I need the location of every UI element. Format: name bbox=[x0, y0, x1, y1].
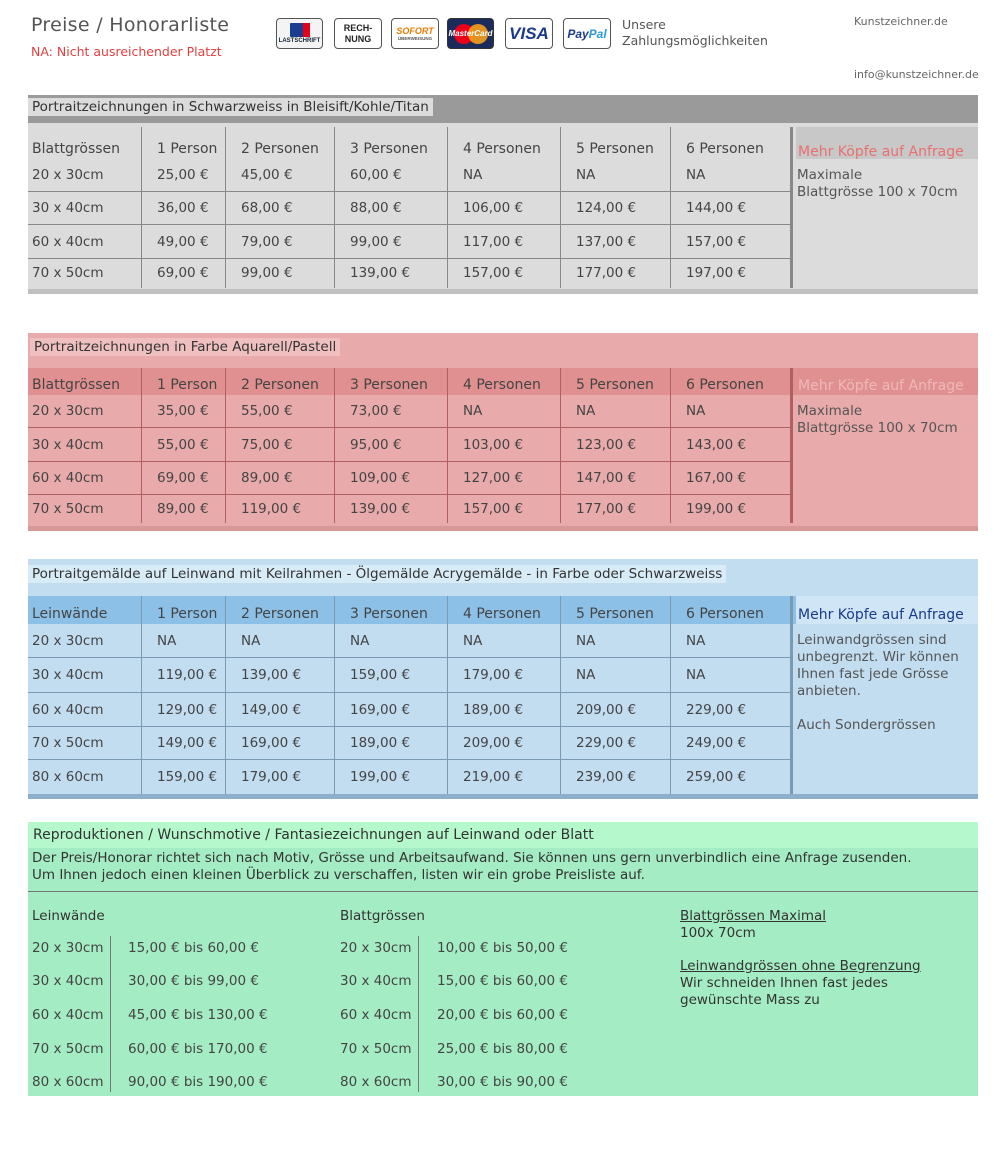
size-cell: 70 x 50cm bbox=[32, 500, 104, 517]
price-cell: 177,00 € bbox=[576, 265, 637, 281]
more-heads-label: Mehr Köpfe auf Anfrage bbox=[798, 144, 964, 160]
repro-canvas-divider bbox=[110, 936, 111, 1092]
repro-sheet-size: 80 x 60cm bbox=[340, 1074, 412, 1090]
rechnung-label-1: RECH- bbox=[343, 22, 373, 33]
size-cell: 30 x 40cm bbox=[32, 200, 104, 216]
repro-canvas-unl-head: Leinwandgrössen ohne Begrenzung bbox=[680, 958, 921, 974]
size-cell: 70 x 50cm bbox=[32, 735, 104, 751]
price-cell: 157,00 € bbox=[686, 233, 747, 250]
mastercard-logo bbox=[447, 18, 494, 49]
column-header: 2 Personen bbox=[241, 141, 319, 157]
price-cell: 127,00 € bbox=[463, 470, 524, 486]
repro-sheet-size: 20 x 30cm bbox=[340, 940, 412, 956]
price-cell: 55,00 € bbox=[241, 403, 293, 419]
price-cell: 149,00 € bbox=[157, 735, 218, 751]
column-header: 6 Personen bbox=[686, 141, 764, 157]
ec-lastschrift-logo bbox=[276, 18, 323, 49]
price-cell: 68,00 € bbox=[241, 200, 293, 216]
price-cell: NA bbox=[686, 632, 706, 649]
repro-divider bbox=[28, 891, 978, 892]
price-cell: 60,00 € bbox=[350, 167, 402, 183]
size-cell: 60 x 40cm bbox=[32, 470, 104, 486]
more-heads-label: Mehr Köpfe auf Anfrage bbox=[798, 378, 964, 394]
price-cell: 129,00 € bbox=[157, 701, 218, 718]
repro-canvas-unl-text-1: Wir schneiden Ihnen fast jedes bbox=[680, 975, 888, 991]
price-cell: 89,00 € bbox=[241, 470, 293, 486]
price-cell: 147,00 € bbox=[576, 470, 637, 486]
repro-canvas-price: 30,00 € bis 99,00 € bbox=[128, 973, 259, 989]
price-cell: 169,00 € bbox=[350, 701, 411, 718]
price-cell: 88,00 € bbox=[350, 200, 402, 216]
column-divider bbox=[225, 368, 226, 523]
table-row bbox=[28, 259, 790, 288]
column-divider bbox=[225, 596, 226, 794]
price-cell: 159,00 € bbox=[157, 768, 218, 785]
column-header: 2 Personen bbox=[241, 377, 319, 393]
paypal-logo bbox=[563, 18, 611, 49]
column-header: 1 Person bbox=[157, 377, 218, 393]
price-cell: 25,00 € bbox=[157, 167, 209, 183]
section-title: Portraitgemälde auf Leinwand mit Keilrahmen - Ölgemälde Acrygemälde - in Farbe oder Schwarzweiss bbox=[28, 565, 726, 583]
repro-sheet-head: Blattgrössen bbox=[340, 908, 425, 924]
repro-sheet-size: 30 x 40cm bbox=[340, 973, 412, 989]
paypal-label-1: Pay bbox=[567, 26, 589, 41]
max-size-note: Maximale Blattgrösse 100 x 70cm bbox=[797, 167, 958, 200]
price-cell: 139,00 € bbox=[241, 667, 302, 683]
size-cell: 60 x 40cm bbox=[32, 233, 104, 250]
repro-sheet-price: 30,00 € bis 90,00 € bbox=[437, 1074, 568, 1090]
price-cell: 177,00 € bbox=[576, 500, 637, 517]
more-heads-label: Mehr Köpfe auf Anfrage bbox=[798, 607, 964, 623]
column-header: 4 Personen bbox=[463, 141, 541, 157]
site-name[interactable]: Kunstzeichner.de bbox=[854, 15, 948, 28]
section-bottom-bar bbox=[28, 526, 978, 531]
price-cell: 179,00 € bbox=[241, 768, 302, 785]
column-divider bbox=[447, 596, 448, 794]
price-cell: 124,00 € bbox=[576, 200, 637, 216]
payment-options-text: Unsere Zahlungsmöglichkeiten bbox=[622, 17, 768, 48]
price-cell: 106,00 € bbox=[463, 200, 524, 216]
price-cell: NA bbox=[241, 632, 261, 649]
price-cell: 95,00 € bbox=[350, 436, 402, 453]
price-cell: 189,00 € bbox=[350, 735, 411, 751]
price-cell: 143,00 € bbox=[686, 436, 747, 453]
repro-canvas-price: 60,00 € bis 170,00 € bbox=[128, 1041, 268, 1057]
size-cell: 30 x 40cm bbox=[32, 667, 104, 683]
table-row bbox=[28, 428, 790, 462]
price-cell: 209,00 € bbox=[463, 735, 524, 751]
repro-canvas-unl-text-2: gewünschte Mass zu bbox=[680, 992, 820, 1008]
repro-max-text: 100x 70cm bbox=[680, 925, 756, 941]
column-divider bbox=[447, 127, 448, 288]
column-divider bbox=[225, 127, 226, 288]
na-note: NA: Nicht ausreichender Platzt bbox=[31, 44, 222, 59]
price-cell: NA bbox=[576, 403, 596, 419]
column-divider bbox=[141, 127, 142, 288]
price-cell: 73,00 € bbox=[350, 403, 402, 419]
side-column-divider bbox=[790, 368, 793, 523]
column-header: 6 Personen bbox=[686, 606, 764, 622]
price-cell: 197,00 € bbox=[686, 265, 747, 281]
column-header: 3 Personen bbox=[350, 141, 428, 157]
repro-section bbox=[28, 822, 978, 1096]
repro-intro-1: Der Preis/Honorar richtet sich nach Motiv, Grösse und Arbeitsaufwand. Sie können uns gern unverbindlich eine Anfrage zusenden. bbox=[32, 850, 912, 866]
price-cell: 89,00 € bbox=[157, 500, 209, 517]
column-divider bbox=[560, 596, 561, 794]
sofort-logo bbox=[391, 18, 439, 49]
column-header: 6 Personen bbox=[686, 377, 764, 393]
repro-sheet-price: 20,00 € bis 60,00 € bbox=[437, 1007, 568, 1023]
repro-canvas-size: 30 x 40cm bbox=[32, 973, 104, 989]
price-cell: 139,00 € bbox=[350, 500, 411, 517]
price-cell: NA bbox=[463, 167, 483, 183]
price-cell: NA bbox=[463, 632, 483, 649]
more-heads-note bbox=[796, 127, 978, 159]
price-cell: 75,00 € bbox=[241, 436, 293, 453]
column-header: 2 Personen bbox=[241, 606, 319, 622]
repro-max-head: Blattgrössen Maximal bbox=[680, 908, 827, 924]
column-header: 1 Person bbox=[157, 141, 218, 157]
column-divider bbox=[334, 368, 335, 523]
price-cell: 69,00 € bbox=[157, 265, 209, 281]
price-cell: 139,00 € bbox=[350, 265, 411, 281]
price-cell: 167,00 € bbox=[686, 470, 747, 486]
price-cell: 35,00 € bbox=[157, 403, 209, 419]
price-cell: NA bbox=[686, 403, 706, 419]
price-cell: 49,00 € bbox=[157, 233, 209, 250]
price-cell: 144,00 € bbox=[686, 200, 747, 216]
price-cell: 137,00 € bbox=[576, 233, 637, 250]
price-cell: NA bbox=[576, 667, 596, 683]
size-cell: 20 x 30cm bbox=[32, 632, 104, 649]
price-cell: 45,00 € bbox=[241, 167, 293, 183]
price-cell: 149,00 € bbox=[241, 701, 302, 718]
repro-sheet-price: 10,00 € bis 50,00 € bbox=[437, 940, 568, 956]
column-header: Leinwände bbox=[32, 606, 108, 622]
section-bottom-bar bbox=[28, 289, 978, 294]
sofort-sub-label: ÜBERWEISUNG bbox=[397, 36, 433, 41]
price-cell: 229,00 € bbox=[686, 701, 747, 718]
price-cell: NA bbox=[350, 632, 370, 649]
repro-sheet-size: 70 x 50cm bbox=[340, 1041, 412, 1057]
mastercard-label: MasterCard bbox=[448, 29, 493, 38]
column-divider bbox=[447, 368, 448, 523]
repro-canvas-size: 20 x 30cm bbox=[32, 940, 104, 956]
column-divider bbox=[670, 368, 671, 523]
email-link[interactable]: info@kunstzeichner.de bbox=[854, 68, 979, 81]
price-cell: 229,00 € bbox=[576, 735, 637, 751]
size-cell: 30 x 40cm bbox=[32, 436, 104, 453]
column-divider bbox=[141, 368, 142, 523]
repro-canvas-price: 45,00 € bis 130,00 € bbox=[128, 1007, 268, 1023]
column-header: 5 Personen bbox=[576, 141, 654, 157]
price-cell: 79,00 € bbox=[241, 233, 293, 250]
repro-canvas-size: 60 x 40cm bbox=[32, 1007, 104, 1023]
price-cell: NA bbox=[576, 632, 596, 649]
page-title: Preise / Honorarliste bbox=[31, 14, 230, 36]
repro-canvas-size: 70 x 50cm bbox=[32, 1041, 104, 1057]
column-header: 5 Personen bbox=[576, 606, 654, 622]
section-bottom-bar bbox=[28, 794, 978, 799]
table-row bbox=[28, 760, 790, 794]
side-column-divider bbox=[790, 596, 793, 794]
ec-label: LASTSCHRIFT bbox=[278, 38, 321, 44]
price-cell: NA bbox=[157, 632, 177, 649]
column-divider bbox=[560, 127, 561, 288]
repro-canvas-size: 80 x 60cm bbox=[32, 1074, 104, 1090]
repro-canvas-price: 15,00 € bis 60,00 € bbox=[128, 940, 259, 956]
price-cell: 109,00 € bbox=[350, 470, 411, 486]
column-divider bbox=[670, 127, 671, 288]
repro-sheet-price: 25,00 € bis 80,00 € bbox=[437, 1041, 568, 1057]
table-row bbox=[28, 159, 790, 192]
repro-intro-2: Um Ihnen jedoch einen kleinen Überblick zu verschaffen, listen wir ein grobe Preisliste auf. bbox=[32, 867, 645, 883]
size-cell: 20 x 30cm bbox=[32, 167, 104, 183]
column-header: 1 Person bbox=[157, 606, 218, 622]
column-header: 5 Personen bbox=[576, 377, 654, 393]
table-row bbox=[28, 658, 790, 693]
repro-canvas-price: 90,00 € bis 190,00 € bbox=[128, 1074, 268, 1090]
price-cell: 159,00 € bbox=[350, 667, 411, 683]
price-section-1 bbox=[28, 95, 978, 294]
price-cell: NA bbox=[686, 667, 706, 683]
column-header: Blattgrössen bbox=[32, 141, 121, 157]
column-header: Blattgrössen bbox=[32, 377, 121, 393]
repro-sheet-price: 15,00 € bis 60,00 € bbox=[437, 973, 568, 989]
column-header: 3 Personen bbox=[350, 606, 428, 622]
price-cell: 249,00 € bbox=[686, 735, 747, 751]
max-size-note: Leinwandgrössen sind unbegrenzt. Wir können Ihnen fast jede Grösse anbieten. Auch Sondergrössen bbox=[797, 632, 959, 733]
price-cell: NA bbox=[463, 403, 483, 419]
price-cell: 119,00 € bbox=[157, 667, 218, 683]
price-cell: 117,00 € bbox=[463, 233, 524, 250]
price-cell: 179,00 € bbox=[463, 667, 524, 683]
price-cell: 99,00 € bbox=[350, 233, 402, 250]
price-cell: 119,00 € bbox=[241, 500, 302, 517]
rechnung-logo bbox=[334, 18, 382, 49]
price-cell: 199,00 € bbox=[686, 500, 747, 517]
repro-sheet-size: 60 x 40cm bbox=[340, 1007, 412, 1023]
price-cell: 199,00 € bbox=[350, 768, 411, 785]
column-divider bbox=[334, 127, 335, 288]
price-cell: 157,00 € bbox=[463, 500, 524, 517]
price-cell: 259,00 € bbox=[686, 768, 747, 785]
column-header: 4 Personen bbox=[463, 606, 541, 622]
visa-logo: VISA bbox=[505, 18, 553, 49]
price-cell: 103,00 € bbox=[463, 436, 524, 453]
rechnung-label-2: NUNG bbox=[344, 33, 372, 44]
price-cell: 36,00 € bbox=[157, 200, 209, 216]
repro-sheet-divider bbox=[418, 936, 419, 1092]
repro-canvas-head: Leinwände bbox=[32, 908, 105, 924]
price-section-2 bbox=[28, 333, 978, 531]
price-cell: NA bbox=[686, 167, 706, 183]
ec-icon bbox=[290, 23, 310, 37]
column-divider bbox=[670, 596, 671, 794]
repro-title: Reproduktionen / Wunschmotive / Fantasiezeichnungen auf Leinwand oder Blatt bbox=[33, 827, 594, 843]
price-cell: 239,00 € bbox=[576, 768, 637, 785]
price-cell: 55,00 € bbox=[157, 436, 209, 453]
column-divider bbox=[141, 596, 142, 794]
section-title: Portraitzeichnungen in Farbe Aquarell/Pastell bbox=[30, 338, 340, 356]
price-cell: 209,00 € bbox=[576, 701, 637, 718]
column-header: 4 Personen bbox=[463, 377, 541, 393]
more-heads-note bbox=[796, 596, 978, 624]
price-cell: 157,00 € bbox=[463, 265, 524, 281]
table-row bbox=[28, 192, 790, 225]
column-divider bbox=[334, 596, 335, 794]
price-cell: NA bbox=[576, 167, 596, 183]
table-row bbox=[28, 727, 790, 760]
size-cell: 60 x 40cm bbox=[32, 701, 104, 718]
column-header: 3 Personen bbox=[350, 377, 428, 393]
table-row bbox=[28, 495, 790, 523]
size-cell: 20 x 30cm bbox=[32, 403, 104, 419]
more-heads-note bbox=[796, 368, 978, 395]
price-cell: 123,00 € bbox=[576, 436, 637, 453]
max-size-note: Maximale Blattgrösse 100 x 70cm bbox=[797, 403, 958, 436]
price-cell: 99,00 € bbox=[241, 265, 293, 281]
table-row bbox=[28, 225, 790, 259]
table-row bbox=[28, 462, 790, 495]
size-cell: 80 x 60cm bbox=[32, 768, 104, 785]
sofort-label: SOFORT bbox=[396, 26, 434, 36]
column-divider bbox=[560, 368, 561, 523]
price-section-3 bbox=[28, 559, 978, 799]
size-cell: 70 x 50cm bbox=[32, 265, 104, 281]
price-cell: 169,00 € bbox=[241, 735, 302, 751]
table-row bbox=[28, 624, 790, 658]
price-cell: 189,00 € bbox=[463, 701, 524, 718]
side-column-divider bbox=[790, 127, 793, 288]
table-row bbox=[28, 395, 790, 428]
paypal-label-2: Pal bbox=[588, 26, 607, 41]
table-row bbox=[28, 693, 790, 727]
price-cell: 69,00 € bbox=[157, 470, 209, 486]
section-title: Portraitzeichnungen in Schwarzweiss in Bleisift/Kohle/Titan bbox=[28, 98, 433, 116]
price-cell: 219,00 € bbox=[463, 768, 524, 785]
